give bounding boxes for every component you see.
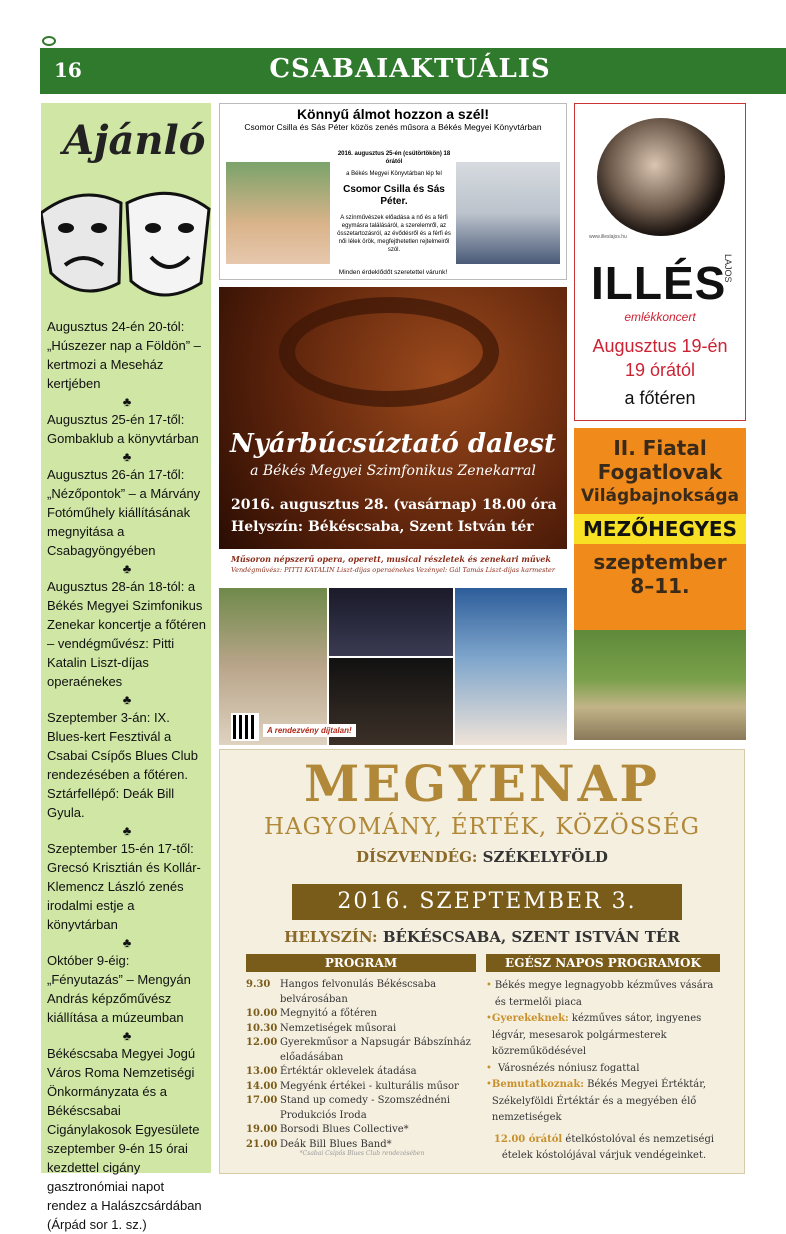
program-row [246, 1094, 478, 1123]
bullet-icon: • [486, 1013, 492, 1024]
place-label: HELYSZÍN: [284, 928, 378, 946]
illes-subtitle: emlékkoncert [624, 310, 696, 324]
program-time: 12.00 [246, 1037, 278, 1048]
food-time: 12.00 órától [493, 1134, 563, 1145]
bullet-icon: • [486, 1079, 492, 1090]
guest-label: DÍSZVENDÉG: [356, 848, 478, 866]
singer-photo [455, 588, 567, 745]
fogat-date1: szeptember [593, 550, 727, 574]
sas-peter-photo [456, 162, 560, 264]
program-row [246, 1022, 478, 1037]
dalest-place: Helyszín: Békéscsaba, Szent István tér [231, 519, 534, 535]
page-number: 16 [54, 58, 82, 82]
allday-highlight: Gyerekeknek: [491, 1013, 569, 1024]
program-header: PROGRAM [246, 954, 476, 972]
program-event: Stand up comedy - Szomszédnéni Produkciós Iroda [280, 1095, 451, 1121]
program-time: 10.30 [246, 1022, 278, 1034]
dalest-conductor: Vezényel: Gál Tamás Liszt-díjas karmester [416, 566, 555, 574]
program-time: 21.00 [246, 1138, 278, 1150]
dalest-photos [219, 588, 567, 745]
bullet-icon: • [486, 980, 492, 991]
fogat-place: MEZŐHEGYES [574, 514, 746, 544]
megyenap-date: 2016. SZEPTEMBER 3. [292, 884, 682, 920]
program-event: Borsodi Blues Collective* [280, 1124, 409, 1135]
program-time: 10.00 [246, 1008, 278, 1019]
program-time: 19.00 [246, 1124, 278, 1135]
program-list [246, 978, 478, 1152]
allday-text: kézműves sátor, ingyenes légvár, mesesarok polgármesterek közreműködésével [491, 1013, 702, 1057]
allday-item [486, 1061, 722, 1078]
food-ad [486, 1132, 722, 1164]
place-value: BÉKÉSCSABA, SZENT ISTVÁN TÉR [382, 928, 680, 946]
allday-text: Békés megye legnagyobb kézműves vására és termelői piaca [494, 980, 714, 1008]
illes-name: ILLÉS [591, 257, 727, 309]
ajanlo-item: Augusztus 28-án 18-tól: a Békés Megyei Szimfonikus Zenekar koncertje a főtéren – vendégművész: Pitti Katalin Liszt-díjas operaénekes [47, 579, 206, 689]
qr-code-icon [231, 713, 259, 741]
illes-time: 19 órától [624, 360, 696, 380]
csomor-csilla-photo [226, 162, 330, 264]
allday-item [486, 1011, 722, 1061]
allday-list [486, 978, 722, 1127]
fogat-line1: II. Fiatal [613, 436, 707, 460]
program-time: 13.00 [246, 1066, 278, 1077]
illes-first-name: LAJOS [723, 254, 733, 283]
illes-date: Augusztus 19-én [592, 336, 728, 356]
allday-highlight: Bemutatkoznak: [491, 1079, 584, 1090]
konyvtar-names: Csomor Csilla és Sás Péter. [343, 184, 445, 207]
program-event: Hangos felvonulás Békéscsaba belvárosában [280, 979, 437, 1005]
illes-place: a főtéren [624, 388, 696, 408]
dalest-title: Nyárbúcsúztató dalest [230, 429, 556, 459]
ajanlo-item: Augusztus 26-án 17-től: „Nézőpontok” – a Márvány Fotóműhely kiállításának megnyitása a Csabagyöngyében [47, 467, 201, 558]
megyenap-guest [220, 848, 744, 866]
program-event: Megyénk értékei - kulturális műsor [280, 1080, 459, 1092]
program-row [246, 1123, 478, 1138]
konyvtar-ad [219, 103, 567, 280]
program-time: 14.00 [246, 1080, 278, 1092]
ajanlo-list [47, 317, 207, 1234]
program-row [246, 1007, 478, 1022]
club-separator-icon: ♣ [122, 823, 132, 838]
megyenap-place [220, 928, 744, 946]
magazine-title: CSABAIAKTUÁLIS [269, 54, 551, 84]
fogat-date2: 8–11. [630, 574, 690, 598]
page-header [40, 48, 786, 94]
dalest-poster [219, 287, 567, 549]
dalest-subtitle: a Békés Megyei Szimfonikus Zenekarral [250, 463, 536, 479]
program-row [246, 1036, 478, 1065]
carriage-photo [574, 630, 746, 740]
megyenap-title: MEGYENAP [303, 754, 661, 813]
allday-text: Békés Megyei Értéktár, Székelyföldi Értéktár és a megyében élő nemzetiségek [491, 1079, 707, 1123]
bullet-icon: • [486, 1062, 492, 1074]
allday-header: EGÉSZ NAPOS PROGRAMOK [486, 954, 720, 972]
ajanlo-item: Október 9-éig: „Fényutazás” – Mengyán András képzőművész kiállítása a múzeumban [47, 953, 191, 1025]
food-text: ételkóstolóval és nemzetiségi ételek kóstolójával várjuk vendégeinket. [501, 1134, 715, 1161]
dalest-info [219, 550, 567, 588]
megyenap-motto: HAGYOMÁNY, ÉRTÉK, KÖZÖSSÉG [264, 814, 700, 840]
program-event: Gyerekműsor a Napsugár Bábszínház előadásában [280, 1037, 471, 1063]
program-time: 17.00 [246, 1095, 278, 1106]
free-entry-ribbon: A rendezvény díjtalan! [263, 724, 356, 737]
club-separator-icon: ♣ [122, 394, 132, 409]
program-row [246, 978, 478, 1007]
megyenap-poster [219, 749, 745, 1174]
dalest-guest: Vendégművész: PITTI KATALIN Liszt-díjas operaénekes [231, 566, 415, 574]
fogatlovak-poster [574, 428, 746, 630]
ajanlo-item: Augusztus 25-én 17-től: Gombaklub a könyvtárban [47, 412, 199, 446]
illes-site: www.illeslajos.hu [589, 234, 627, 240]
ajanlo-item: Szeptember 3-án: IX. Blues-kert Fesztivál a Csabai Csípős Blues Club rendezésében a főtéren. Sztárfellépő: Deák Bill Gyula. [47, 710, 199, 820]
fogat-line2: Fogatlovak [597, 460, 723, 484]
konyvtar-details [334, 150, 454, 254]
dalest-date: 2016. augusztus 28. (vasárnap) 18.00 óra [231, 497, 557, 513]
program-event: Értéktár oklevelek átadása [280, 1066, 417, 1077]
program-row [246, 1065, 478, 1080]
club-separator-icon: ♣ [122, 692, 132, 707]
ajanlo-item: Békéscsaba Megyei Jogú Város Roma Nemzetiségi Önkormányzata és a Békéscsabai Cigánylakosok Egyesülete szeptember 9-én 15 órai kezdettel cigány gasztronómiai napot rendez a Halászcsárdában (Árpád sor 1. sz.) [47, 1046, 202, 1232]
program-event: Nemzetiségek műsorai [280, 1022, 397, 1034]
guest-value: SZÉKELYFÖLD [482, 848, 608, 866]
club-separator-icon: ♣ [122, 561, 132, 576]
program-row [246, 1080, 478, 1095]
illes-poster [574, 103, 746, 421]
club-separator-icon: ♣ [122, 935, 132, 950]
club-separator-icon: ♣ [122, 1028, 132, 1043]
allday-item [486, 978, 722, 1011]
dalest-program: Műsoron népszerű opera, operett, musical részletek és zenekari művek [231, 554, 551, 564]
allday-text: Városnézés nóniusz fogattal [498, 1062, 640, 1074]
ajanlo-sidebar [41, 103, 211, 1232]
allday-item [486, 1077, 722, 1127]
header-swirl-icon [42, 36, 56, 46]
fogat-line3: Világbajnoksága [581, 486, 739, 506]
konyvtar-date: 2016. augusztus 25-én (csütörtökön) 18 órától [337, 151, 451, 165]
illes-lajos-photo [597, 118, 725, 236]
program-event: Megnyitó a főtéren [280, 1008, 378, 1019]
konyvtar-title: Könnyű álmot hozzon a szél! [296, 106, 490, 122]
konyvtar-desc: A színművészek előadása a nő és a férfi egymásra találásáról, a szerelemről, az összetartozásról, az évődésről és a férfi és női lélek örök, megfejthetetlen rejtelmeiről szól. [337, 215, 451, 253]
theatre-masks-icon [41, 173, 211, 308]
program-event: Deák Bill Blues Band* [280, 1138, 392, 1150]
ajanlo-item: Augusztus 24-én 20-tól: „Húszezer nap a Földön” – kertmozi a Meseház kertjében [47, 319, 201, 391]
club-separator-icon: ♣ [122, 449, 132, 464]
konyvtar-footer: Minden érdeklődőt szeretettel várunk! [338, 269, 448, 276]
conductor-photo [329, 588, 453, 656]
club-note: *Csabai Csípős Blues Club rendezésében [299, 1150, 425, 1157]
ajanlo-item: Szeptember 15-én 17-től: Grecsó Krisztián és Kollár-Klemencz László zenés irodalmi estje a könyvtárban [47, 841, 201, 932]
violin-scroll-image [279, 297, 499, 407]
ajanlo-title: Ajánló [63, 117, 206, 164]
program-time: 9.30 [246, 979, 271, 990]
konyvtar-intro: a Békés Megyei Könyvtárban lép fel [346, 171, 442, 177]
konyvtar-subtitle: Csomor Csilla és Sás Péter közös zenés műsora a Békés Megyei Könyvtárban [244, 122, 542, 132]
